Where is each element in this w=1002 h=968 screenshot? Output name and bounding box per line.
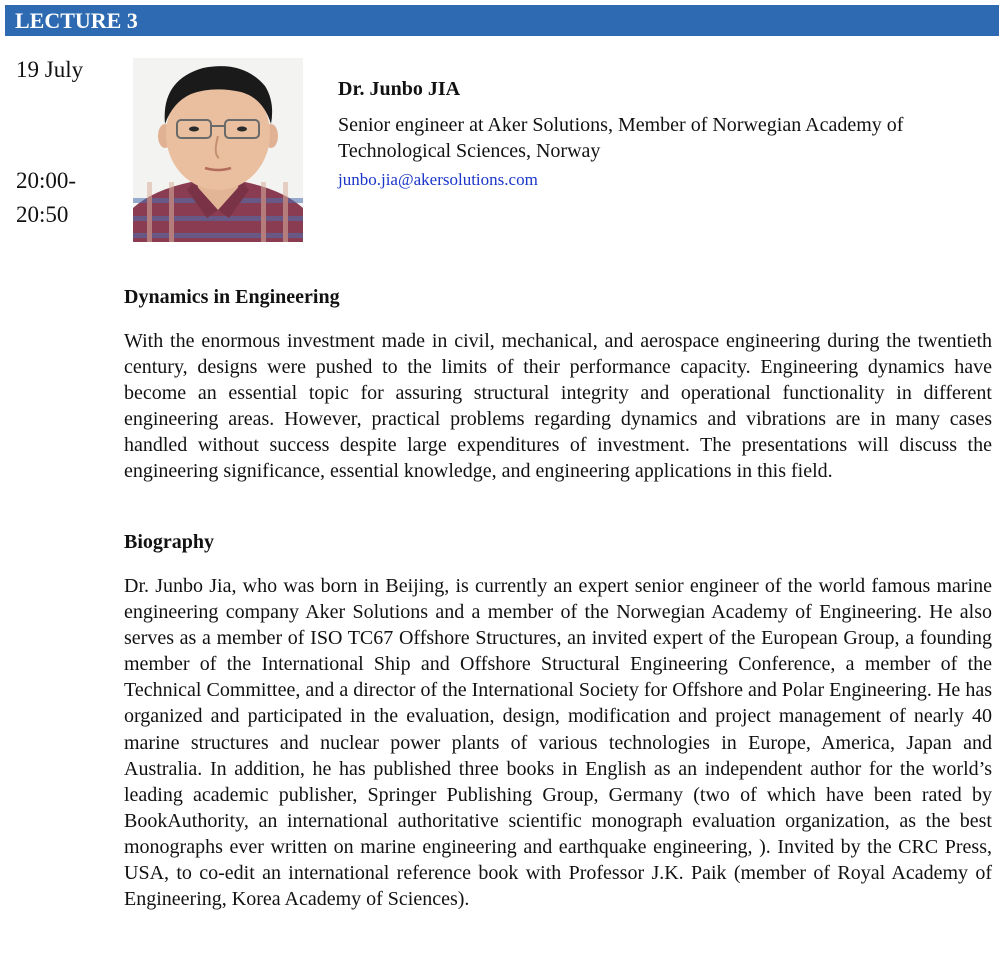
lecture-time: 20:00-20:50	[16, 168, 77, 227]
lecture-label: LECTURE 3	[15, 8, 138, 33]
speaker-photo	[133, 58, 303, 242]
speaker-portrait-icon	[133, 58, 303, 242]
speaker-email-link[interactable]: junbo.jia@akersolutions.com	[338, 170, 538, 189]
talk-title: Dynamics in Engineering	[124, 286, 340, 308]
lecture-header	[5, 5, 999, 36]
biography-heading: Biography	[124, 531, 215, 553]
speaker-title: Senior engineer at Aker Solutions, Member of Norwegian Academy of Technological Sciences, Norway	[338, 114, 904, 162]
biography-text: Dr. Junbo Jia, who was born in Beijing, is currently an expert senior engineer of the world famous marine engineering company Aker Solutions and a member of the Norwegian Academy of Engineering. He also serves as a member of ISO TC67 Offshore Structures, an invited expert of the European Group, a founding member of the International Ship and Offshore Structural Engineering Conference, a member of the Technical Committee, and a director of the International Society for Offshore and Polar Engineering. He has organized and participated in the evaluation, design, modification and project management of nearly 40 marine structures and nuclear power plants of various technologies in Europe, America, Japan and Australia. In addition, he has published three books in English as an independent author for the world’s leading academic publisher, Springer Publishing Group, Germany (two of which have been rated by BookAuthority, an international authoritative scientific monograph evaluation organization, as the best monographs ever written on marine engineering and earthquake engineering, ). Invited by the CRC Press, USA, to co-edit an international reference book with Professor J.K. Paik (member of Royal Academy of Engineering, Korea Academy of Sciences).	[124, 575, 992, 911]
talk-abstract: With the enormous investment made in civil, mechanical, and aerospace engineering during the twentieth century, designs were pushed to the limits of their performance capacity. Engineering dynamics have become an essential topic for assuring structural integrity and operational functionality in different engineering areas. However, practical problems regarding dynamics and vibrations are in many cases handled without success despite large expenditures of investment. The presentations will discuss the engineering significance, essential knowledge, and engineering applications in this field.	[124, 330, 992, 483]
speaker-name: Dr. Junbo JIA	[338, 78, 461, 100]
lecture-date: 19 July	[16, 57, 84, 82]
